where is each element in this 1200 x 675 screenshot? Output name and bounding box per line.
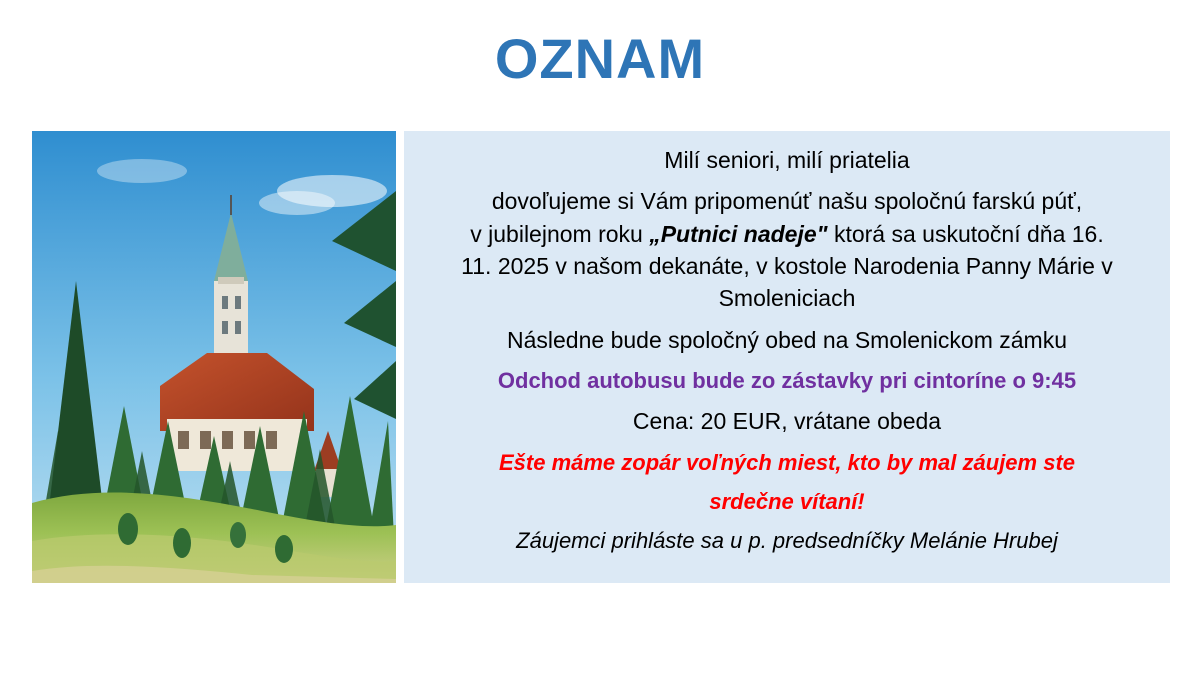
castle-photo [32, 131, 396, 583]
announcement-body-line-3: 11. 2025 v našom dekanáte, v kostole Narodenia Panny Márie v [461, 253, 1113, 280]
announcement-lunch: Následne bude spoločný obed na Smolenickom zámku [507, 326, 1067, 353]
announcement-body-line-1: dovoľujeme si Vám pripomenúť našu spoločnú farskú púť, [491, 188, 1083, 215]
body-line-2-part-a: v jubilejnom roku [470, 220, 650, 247]
page-title: OZNAM [494, 27, 706, 90]
announcement-bus-departure: Odchod autobusu bude zo zástavky pri cintoríne o 9:45 [497, 368, 1077, 394]
announcement-body-line-4: Smoleniciach [718, 285, 856, 312]
body-line-2-part-c: ktorá sa uskutoční dňa 16. [827, 220, 1104, 247]
announcement-greeting: Milí seniori, milí priatelia [664, 147, 910, 173]
announcement-body-line-2 [424, 219, 1150, 249]
castle-photo-illustration [32, 131, 396, 583]
announcement-price: Cena: 20 EUR, vrátane obeda [632, 408, 942, 435]
announcement-signup-contact: Záujemci prihláste sa u p. predsedníčky Melánie Hrubej [516, 527, 1058, 553]
announcement-panel [404, 131, 1170, 583]
announcement-free-seats-line-2: srdečne vítaní! [709, 488, 865, 514]
pilgrimage-motto: „Putnici nadeje" [649, 220, 828, 247]
announcement-free-seats-line-1: Ešte máme zopár voľných miest, kto by mal záujem ste [498, 449, 1076, 475]
